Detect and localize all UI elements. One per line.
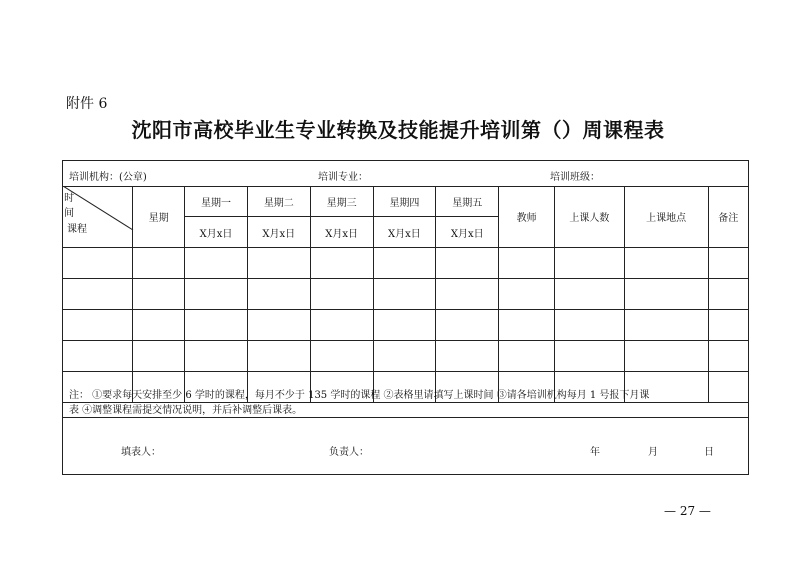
table-cell[interactable] bbox=[708, 279, 748, 310]
table-cell[interactable] bbox=[624, 341, 708, 372]
header-day-mon: 星期一 bbox=[185, 186, 248, 217]
header-remark: 备注 bbox=[708, 186, 748, 248]
table-cell[interactable] bbox=[63, 341, 133, 372]
table-cell[interactable] bbox=[247, 279, 310, 310]
schedule-form bbox=[62, 160, 749, 475]
header-corner bbox=[63, 186, 133, 248]
table-cell[interactable] bbox=[310, 341, 373, 372]
notes-section bbox=[63, 384, 748, 418]
header-location: 上课地点 bbox=[624, 186, 708, 248]
table-cell[interactable] bbox=[436, 310, 499, 341]
header-date: X月x日 bbox=[185, 217, 248, 248]
responsible-label: 负责人： bbox=[329, 447, 369, 458]
table-cell[interactable] bbox=[185, 248, 248, 279]
header-date: X月x日 bbox=[247, 217, 310, 248]
table-cell[interactable] bbox=[247, 341, 310, 372]
table-row bbox=[63, 310, 748, 341]
table-cell[interactable] bbox=[373, 279, 436, 310]
header-course-label: 课程 bbox=[67, 224, 87, 235]
header-time-label: 时间 bbox=[64, 193, 75, 219]
table-cell[interactable] bbox=[708, 248, 748, 279]
header-count: 上课人数 bbox=[555, 186, 625, 248]
page-number: — 27 — bbox=[664, 504, 711, 518]
header-date: X月x日 bbox=[310, 217, 373, 248]
notes-line-2: 表 ④调整课程需提交情况说明，并后补调整后课表。 bbox=[69, 405, 303, 416]
table-cell[interactable] bbox=[133, 248, 185, 279]
table-row bbox=[63, 279, 748, 310]
header-weekday: 星期 bbox=[133, 186, 185, 248]
header-day-fri: 星期五 bbox=[436, 186, 499, 217]
schedule-table bbox=[63, 186, 748, 403]
month-label: 月 bbox=[648, 447, 658, 458]
table-row bbox=[63, 341, 748, 372]
table-cell[interactable] bbox=[708, 341, 748, 372]
table-cell[interactable] bbox=[185, 310, 248, 341]
table-cell[interactable] bbox=[708, 310, 748, 341]
institution-label: 培训机构：(公章) bbox=[69, 172, 147, 183]
table-row bbox=[63, 248, 748, 279]
header-day-wed: 星期三 bbox=[310, 186, 373, 217]
table-cell[interactable] bbox=[436, 279, 499, 310]
page-title: 沈阳市高校毕业生专业转换及技能提升培训第（）周课程表 bbox=[131, 118, 665, 142]
table-cell[interactable] bbox=[310, 310, 373, 341]
table-cell[interactable] bbox=[63, 279, 133, 310]
table-cell[interactable] bbox=[310, 248, 373, 279]
table-cell[interactable] bbox=[624, 248, 708, 279]
table-cell[interactable] bbox=[133, 310, 185, 341]
table-cell[interactable] bbox=[185, 341, 248, 372]
table-cell[interactable] bbox=[373, 248, 436, 279]
table-cell[interactable] bbox=[555, 310, 625, 341]
table-cell[interactable] bbox=[310, 279, 373, 310]
day-label: 日 bbox=[704, 447, 714, 458]
table-cell[interactable] bbox=[499, 341, 555, 372]
class-label: 培训班级： bbox=[550, 172, 600, 183]
table-cell[interactable] bbox=[247, 310, 310, 341]
table-cell[interactable] bbox=[499, 279, 555, 310]
signature-section bbox=[63, 418, 748, 476]
table-cell[interactable] bbox=[63, 248, 133, 279]
table-cell[interactable] bbox=[499, 248, 555, 279]
table-cell[interactable] bbox=[624, 310, 708, 341]
table-cell[interactable] bbox=[373, 341, 436, 372]
table-cell[interactable] bbox=[247, 248, 310, 279]
table-cell[interactable] bbox=[624, 279, 708, 310]
table-cell[interactable] bbox=[555, 279, 625, 310]
header-day-tue: 星期二 bbox=[247, 186, 310, 217]
table-cell[interactable] bbox=[555, 248, 625, 279]
table-cell[interactable] bbox=[499, 310, 555, 341]
table-cell[interactable] bbox=[555, 341, 625, 372]
header-date: X月x日 bbox=[373, 217, 436, 248]
header-date: X月x日 bbox=[436, 217, 499, 248]
table-cell[interactable] bbox=[133, 279, 185, 310]
table-cell[interactable] bbox=[63, 310, 133, 341]
year-label: 年 bbox=[590, 447, 600, 458]
attachment-label: 附件 6 bbox=[66, 96, 108, 112]
table-cell[interactable] bbox=[185, 279, 248, 310]
filler-label: 填表人： bbox=[121, 447, 161, 458]
info-bar bbox=[63, 161, 748, 187]
table-cell[interactable] bbox=[373, 310, 436, 341]
table-cell[interactable] bbox=[133, 341, 185, 372]
header-day-thu: 星期四 bbox=[373, 186, 436, 217]
table-cell[interactable] bbox=[436, 341, 499, 372]
major-label: 培训专业： bbox=[318, 172, 368, 183]
header-teacher: 教师 bbox=[499, 186, 555, 248]
table-cell[interactable] bbox=[436, 248, 499, 279]
notes-line-1: 注： ①要求每天安排至少 6 学时的课程，每月不少于 135 学时的课程 ②表格里请填写上课时间 ③请各培训机构每月 1 号报下月课 bbox=[69, 390, 650, 401]
